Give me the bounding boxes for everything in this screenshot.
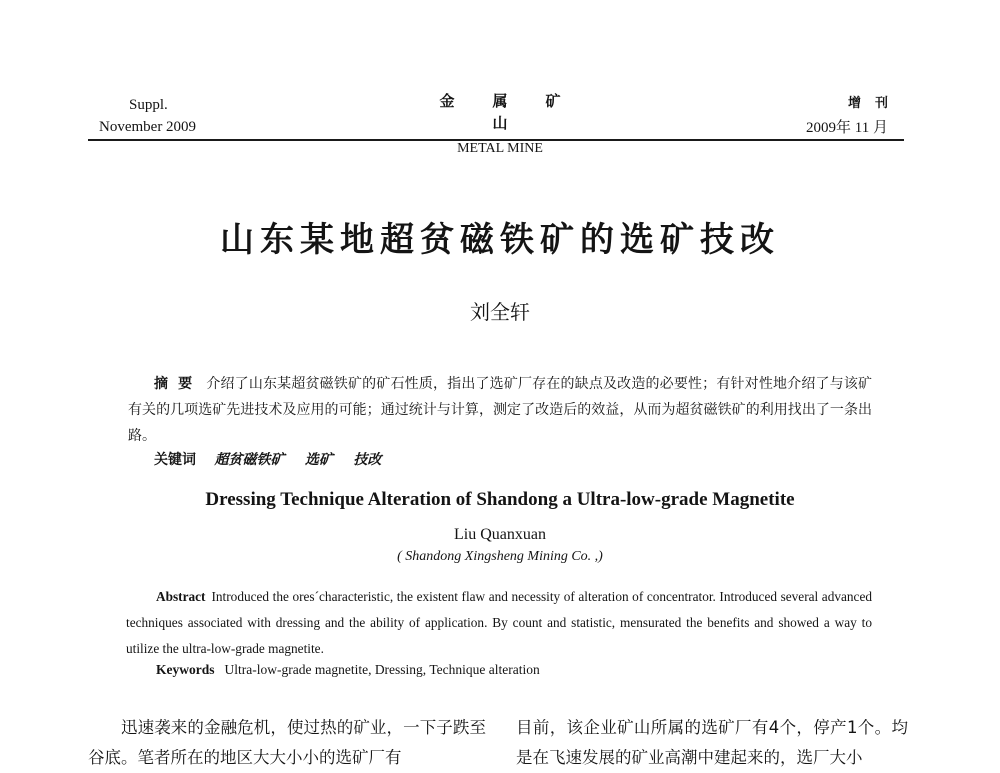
keyword-cn: 技改 xyxy=(353,452,382,468)
keywords-cn xyxy=(154,449,397,471)
issue-date-cn: 2009年 11 月 xyxy=(806,120,888,136)
paper-title: 山东某地超贫磁铁矿的选矿技改 xyxy=(220,220,780,260)
author-name-en: Liu Quanxuan xyxy=(454,526,546,543)
abstract-en-text: Introduced the ores´characteristic, the existent flaw and necessity of alteration of concentrator. Introduced several advanced techniques associated with dressing and the ability of application. By count and statistic, mensurated the benefits and showed a way to utilize the ultra-low-grade magnetite. xyxy=(126,589,872,656)
abstract-cn-label: 摘要 xyxy=(154,376,203,392)
supplement-label-cn: 增刊 xyxy=(847,96,902,111)
abstract-en-label: Abstract xyxy=(156,589,206,604)
keywords-en-label: Keywords xyxy=(156,662,215,677)
paper-title-en: Dressing Technique Alteration of Shandong a Ultra-low-grade Magnetite xyxy=(205,489,795,510)
body-column-right: 目前，该企业矿山所属的选矿厂有4个，停产1个。均是在飞速发展的矿业高潮中建起来的，选厂大小 xyxy=(516,718,908,767)
abstract-cn-text: 介绍了山东某超贫磁铁矿的矿石性质，指出了选矿厂存在的缺点及改造的必要性；有针对性地介绍了与该矿有关的几项选矿先进技术及应用的可能；通过统计与计算，测定了改造后的效益，从而为超贫磁铁矿的利用找出了一条出路。 xyxy=(128,376,873,444)
keyword-cn: 选矿 xyxy=(304,452,333,468)
abstract-cn xyxy=(128,371,872,449)
abstract-en xyxy=(126,584,872,662)
author-name: 刘全轩 xyxy=(470,300,530,324)
keywords-en xyxy=(156,662,540,678)
journal-issue-info xyxy=(99,94,196,138)
keyword-cn: 超贫磁铁矿 xyxy=(214,452,285,468)
keywords-en-text: Ultra-low-grade magnetite, Dressing, Technique alteration xyxy=(224,662,540,677)
journal-issue-info-cn xyxy=(806,92,902,140)
body-column-left: 迅速袭来的金融危机，使过热的矿业，一下子跌至谷底。笔者所在的地区大大小小的选矿厂有 xyxy=(88,718,486,767)
journal-name-cn: 金属矿山 xyxy=(439,92,599,132)
header-rule xyxy=(88,139,904,141)
journal-name-en: METAL MINE xyxy=(457,141,543,156)
supplement-label: Suppl. xyxy=(129,97,168,113)
keywords-cn-label: 关键词 xyxy=(154,452,196,468)
author-affiliation: ( Shandong Xingsheng Mining Co. ,) xyxy=(397,549,603,564)
journal-name xyxy=(380,90,620,160)
issue-date-en: November 2009 xyxy=(99,119,197,135)
